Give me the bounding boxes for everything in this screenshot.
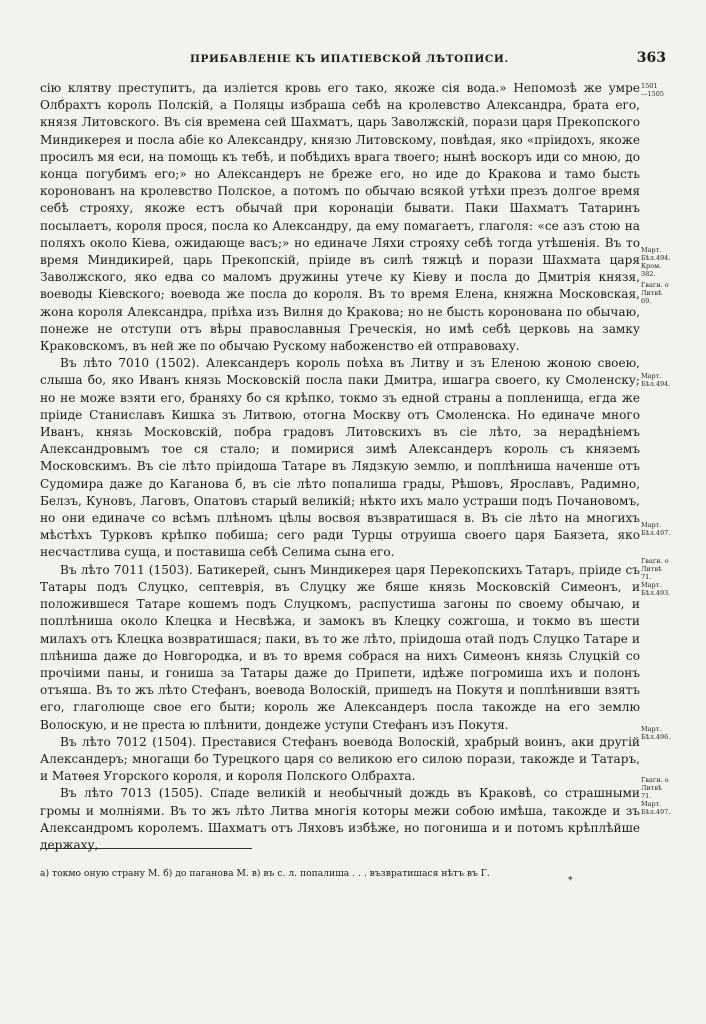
margin-note-gvagn-69: Гвагн. о Литвѣ 69. bbox=[641, 281, 669, 305]
margin-note-mart-496: Март. Бѣл.496. bbox=[641, 725, 671, 741]
margin-note-mart-494: Март. Бѣл.494. Кром. 382. bbox=[641, 246, 671, 278]
page-number: 363 bbox=[636, 50, 666, 66]
running-header bbox=[40, 50, 666, 72]
paragraph-5: Въ лѣто 7013 (1505). Спаде великій и необычный дождь въ Краковѣ, со страшными громы и молніями. Въ то жъ лѣто Литва многія которы межи собою имѣша, такожде и зъ Александромъ королемъ. Шахматъ отъ Ляховъ избѣже, но погониша и и потомъ крѣплѣйше держаху, bbox=[40, 786, 640, 852]
margin-note-gvagn-71: Гвагн. о Литвѣ 71. Март. Бѣл.493. bbox=[641, 557, 671, 597]
margin-note-mart-494b: Март. Бѣл.494. bbox=[641, 372, 671, 388]
header-title: ПРИБАВЛЕНІЕ КЪ ИПАТІЕВСКОЙ ЛѢТОПИСИ. bbox=[190, 53, 509, 65]
star-mark: * bbox=[568, 876, 573, 886]
paragraph-1: сію клятву преступитъ, да изліется кровь его тако, якоже сія вода.» Непомозѣ же умре Олбрахтъ король Полскій, а Поляцы избраша себѣ на кролевство Александра, брата его, князя Литовского. Въ сія времена сей Шахматъ, царь Заволжскій, порази царя Прекопского Миндикерея и посла абіе ко Александру, князю Литовскому, повѣдая, яко «пріидохъ, якоже просилъ мя еси, на помощь къ тебѣ, и побѣдихъ врага твоего; нынѣ воскоръ иди со мною, до конца погубимъ его;» но Александеръ не бреже его, но иде до Кракова и тамо бысть коронованъ на кролевство Полское, а потомъ по обычаю всякой утѣхи презъ долгое время себѣ строяху, якоже естъ обычай при коронаціи бывати. Паки Шахматъ Татаринъ посылаетъ, короля прося, посла ко Александру, да ему помагаетъ, глаголя: «се азъ стою на поляхъ около Кіева, ожидающе васъ;» но единаче Ляхи строяху себѣ тогда утѣшенія. Въ то время Миндикирей, царь Прекопскій, пріиде въ силѣ тяжцѣ и порази Шахмата царя Заволжского, яко едва со маломъ дружины утече ку Кіеву и посла до Дмитрія князя, воеводы Кіевского; воевода же посла до короля. Въ то время Елена, княжна Московская, жона короля Александра, пріѣха изъ Вилня до Кракова; но не бысть коронована по обычаю, понеже не отступи отъ вѣры православныя Греческія, но имѣ себѣ церковь на замку Краковскомъ, въ ней же по обычаю Рускому набоженство ей отправоваху. bbox=[40, 81, 640, 354]
margin-note-gvagn-71b: Гвагн. о Литвѣ 71. Март. Бѣл.497. bbox=[641, 776, 671, 816]
paragraph-2: Въ лѣто 7010 (1502). Александеръ король поѣха въ Литву и зъ Еленою жоною своею, слыша бо, яко Иванъ князь Московскій посла паки Дмитра, ишагра своего, ку Смоленску; но не може взяти его, браняху бо ся крѣпко, токмо зъ едной страны а попленища, егда же пріиде Станиславъ Кишка зъ Литвою, отогна Москву отъ Смоленска. Но единаче много Иванъ, князь Московскій, побра градовъ Литовскихъ въ сіе лѣто, за нерадѣніемъ Александровымъ тое ся стало; и помирися зимѣ Александеръ король съ княземъ Московскимъ. Въ сіе лѣто пріидоша Татаре въ Лядзкую землю, и поплѣниша наченше отъ Судомира даже до Каганова б, въ сіе лѣто попалиша грады, Рѣшовъ, Ярославъ, Радимно, Белзъ, Куновъ, Лаговъ, Опатовъ старый великій; нѣкто ихъ мало устраши подъ Почановомъ, но они единаче со всѣмъ плѣномъ цѣлы восвоя възвратишася в. Въ сіе лѣто на многихъ мѣстѣхъ Турковъ крѣпко побиша; сего ради Турцы отруиша своего царя Баязета, яко несчастлива суща, и поставиша себѣ Селима сына его. bbox=[40, 356, 640, 560]
main-text bbox=[40, 80, 640, 854]
margin-note-years: 1501 —1505 bbox=[641, 82, 665, 98]
footnote-divider bbox=[40, 848, 252, 849]
margin-note-mart-497: Март. Бѣл.497. bbox=[641, 521, 671, 537]
paragraph-4: Въ лѣто 7012 (1504). Преставися Стефанъ воевода Волоскій, храбрый воинъ, аки другій Александеръ; многащи бо Турецкого царя со великою его силою порази, такожде и Татаръ, и Матѳея Угорского короля, и короля Полского Олбрахта. bbox=[40, 734, 640, 784]
footnotes: а) токмо оную страну М. б) до паганова М. в) въ с. л. попалиша . . . възвратишася нѣтъ въ Г. bbox=[40, 868, 490, 879]
paragraph-3: Въ лѣто 7011 (1503). Батикерей, сынъ Миндикерея царя Перекопскихъ Татаръ, пріиде съ Татары подъ Слуцко, септеврія, въ Слуцку же бяше князь Московскій Симеонъ, и положившеся Татаре кошемъ подъ Слуцкомъ, распустиша загоны по своему обычаю, и поплѣниша около Клецка и Несвѣжа, и замокъ въ Клецку сожгоша, и токмо въ шести милахъ отъ Клецка возвратишася; паки, въ то же лѣто, пріидоша отай подъ Слуцко Татаре и плѣниша даже до Новгородка, и въ то время собрася на нихъ Симеонъ князь Слуцкій со прочіими паны, и гониша за Татары даже до Припети, идѣже погромиша ихъ и полонъ отъяша. Въ то жъ лѣто Стефанъ, воевода Волоскій, пришедъ на Покутя и поплѣнивши взятъ его, глаголюще свое его быти; король же Александеръ посла такожде на его землю Волоскую, и не преста ю плѣнити, дондеже уступи Стефанъ изъ Покутя. bbox=[40, 562, 640, 732]
